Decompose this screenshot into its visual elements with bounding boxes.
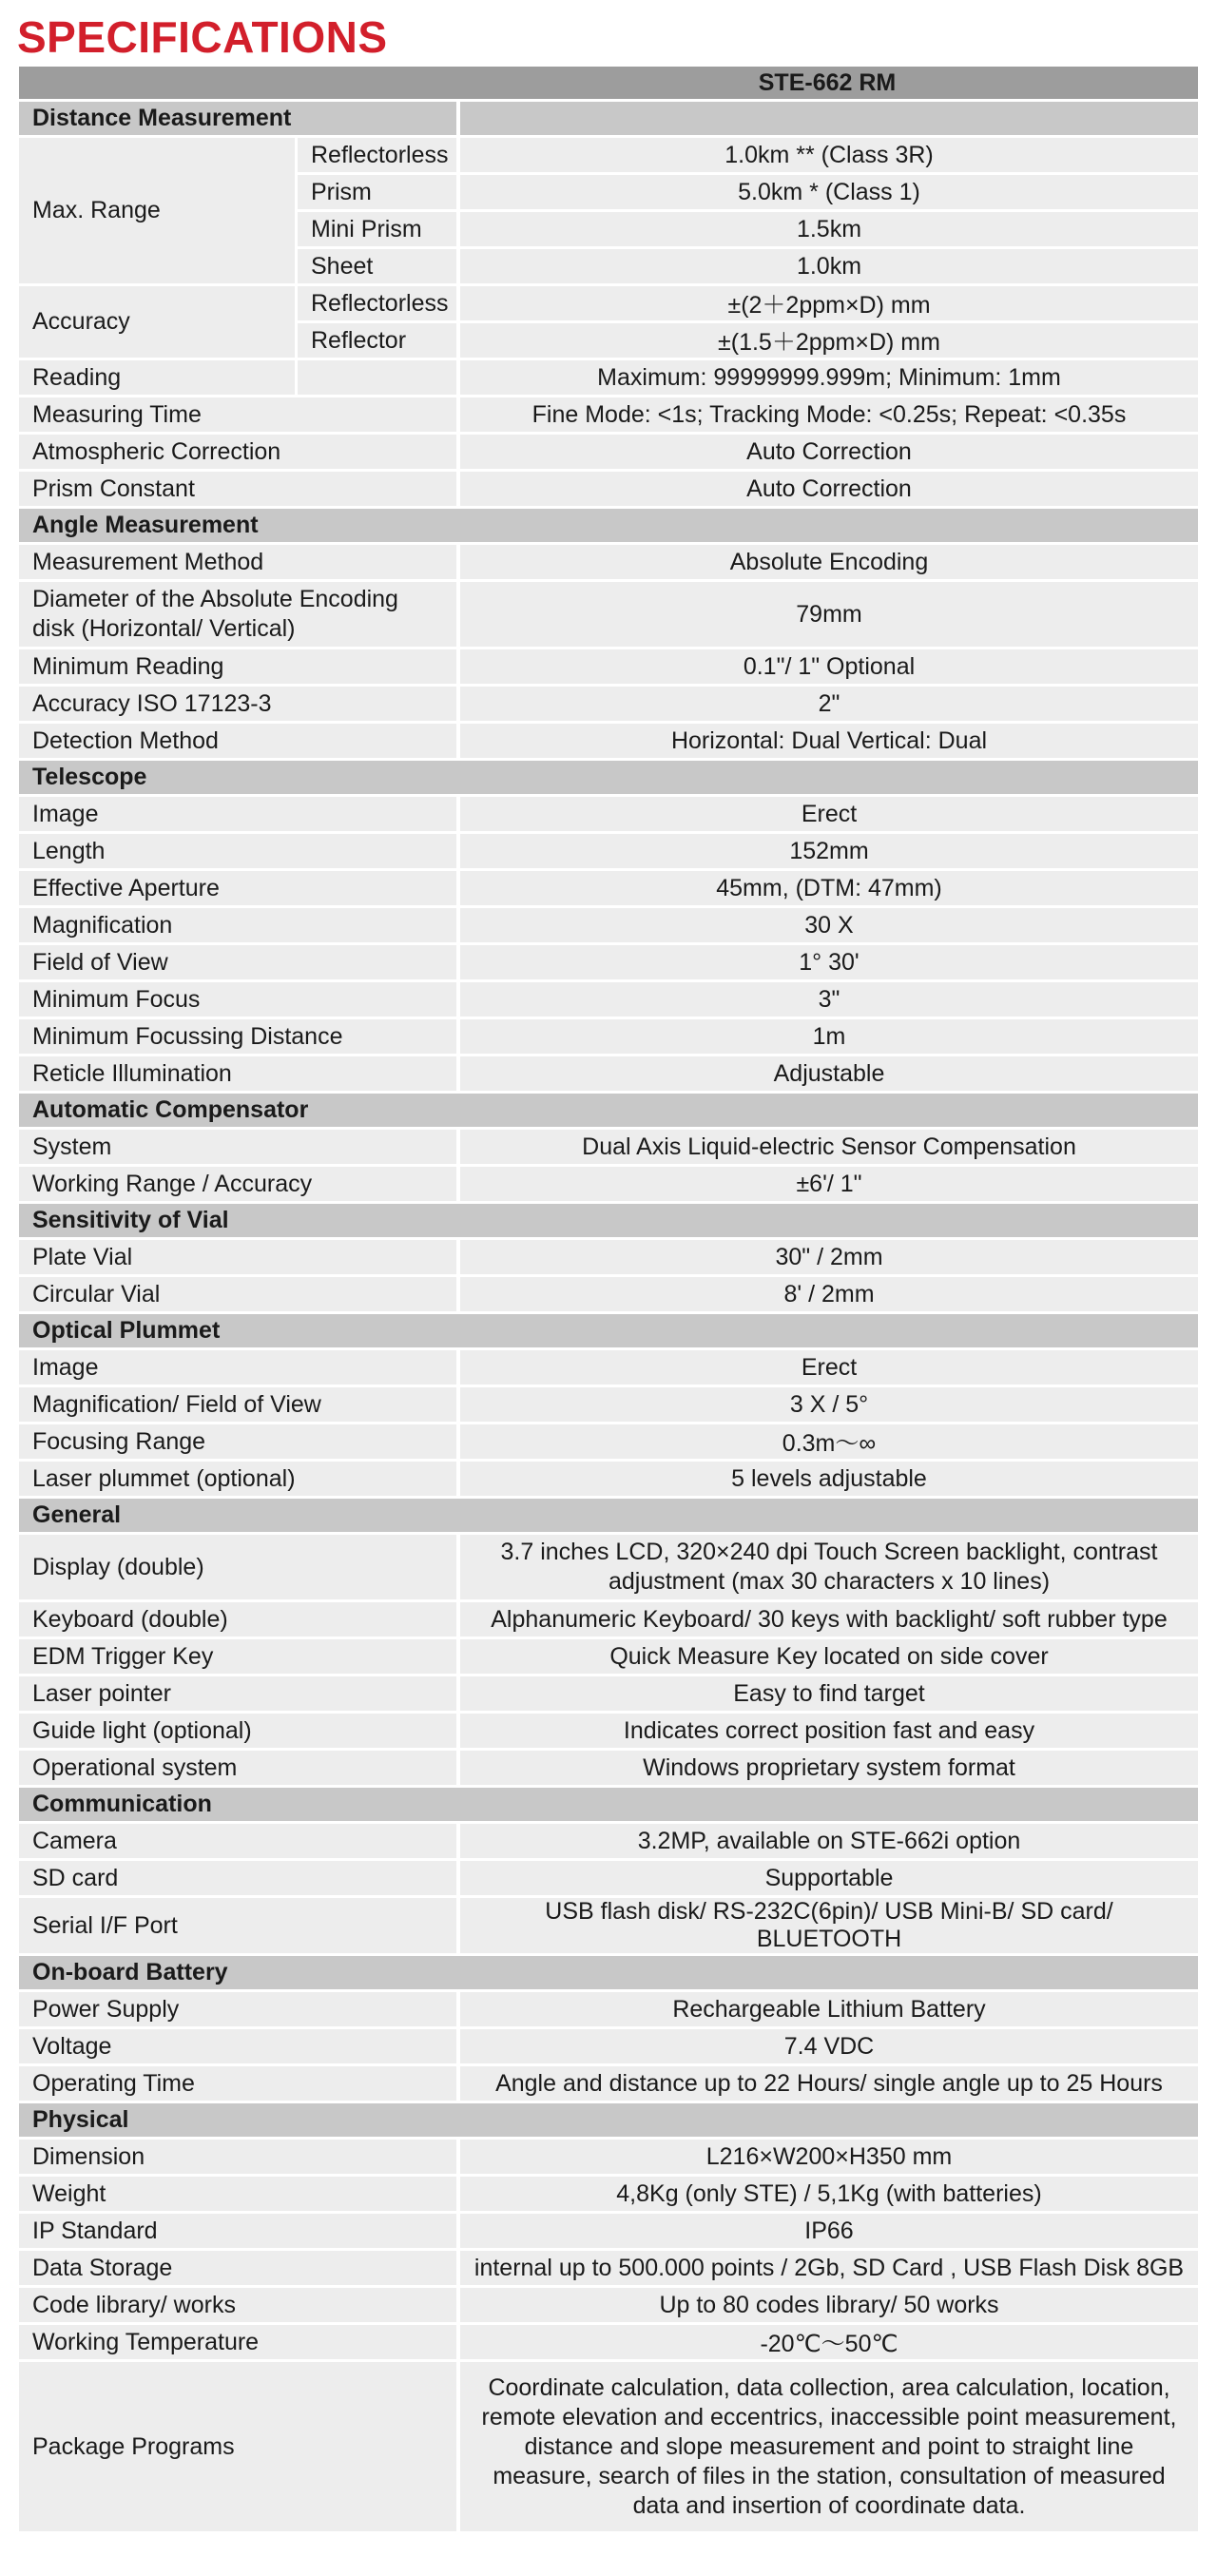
spec-value: 30 X <box>456 908 1198 945</box>
spec-value: 5 levels adjustable <box>456 1462 1198 1499</box>
spec-row <box>19 2029 1198 2066</box>
spec-row <box>19 2362 1198 2534</box>
spec-label: Guide light (optional) <box>19 1714 456 1751</box>
spec-value: Auto Correction <box>456 472 1198 509</box>
page-title: SPECIFICATIONS <box>17 12 388 62</box>
spec-value: ±(2＋2ppm×D) mm <box>456 286 1198 323</box>
spec-row <box>19 2177 1198 2214</box>
spec-row <box>19 360 1198 397</box>
section-title: Automatic Compensator <box>19 1094 1198 1130</box>
spec-row <box>19 2325 1198 2362</box>
spec-row <box>19 1992 1198 2029</box>
spec-value: Up to 80 codes library/ 50 works <box>456 2288 1198 2325</box>
section-header-compensator <box>19 1094 1198 1130</box>
spec-label: Working Range / Accuracy <box>19 1167 456 1204</box>
spec-value: 3.7 inches LCD, 320×240 dpi Touch Screen backlight, contrast adjustment (max 30 characters x 10 lines) <box>456 1535 1198 1602</box>
spec-label: Power Supply <box>19 1992 456 2029</box>
spec-label: Keyboard (double) <box>19 1602 456 1639</box>
spec-row <box>19 1639 1198 1676</box>
spec-label: EDM Trigger Key <box>19 1639 456 1676</box>
spec-label: Minimum Reading <box>19 649 456 687</box>
spec-row <box>19 472 1198 509</box>
spec-value: Rechargeable Lithium Battery <box>456 1992 1198 2029</box>
spec-label: Diameter of the Absolute Encoding disk (Horizontal/ Vertical) <box>19 582 456 649</box>
section-header-battery <box>19 1956 1198 1992</box>
spec-row <box>19 2066 1198 2103</box>
spec-value: Fine Mode: <1s; Tracking Mode: <0.25s; Repeat: <0.35s <box>456 397 1198 435</box>
spec-label: Minimum Focus <box>19 982 456 1019</box>
spec-label: Weight <box>19 2177 456 2214</box>
spec-row <box>19 1056 1198 1094</box>
spec-row <box>19 435 1198 472</box>
spec-value: Indicates correct position fast and easy <box>456 1714 1198 1751</box>
spec-value: 8' / 2mm <box>456 1277 1198 1314</box>
spec-row <box>19 1167 1198 1204</box>
spec-value: 4,8Kg (only STE) / 5,1Kg (with batteries) <box>456 2177 1198 2214</box>
model-header-blank <box>19 67 456 102</box>
spec-row <box>19 1130 1198 1167</box>
spec-value: ±6'/ 1" <box>456 1167 1198 1204</box>
spec-value: 30" / 2mm <box>456 1240 1198 1277</box>
spec-row <box>19 545 1198 582</box>
spec-value: 0.1"/ 1" Optional <box>456 649 1198 687</box>
spec-sublabel: Reflector <box>295 323 456 360</box>
spec-row <box>19 2214 1198 2251</box>
spec-label: Display (double) <box>19 1535 456 1602</box>
spec-value: 3 X / 5° <box>456 1387 1198 1424</box>
spec-value: Supportable <box>456 1861 1198 1898</box>
spec-value: ±(1.5＋2ppm×D) mm <box>456 323 1198 360</box>
spec-value: Quick Measure Key located on side cover <box>456 1639 1198 1676</box>
spec-sublabel: Reflectorless <box>295 286 456 323</box>
section-header-distance <box>19 102 1198 138</box>
spec-row <box>19 2140 1198 2177</box>
spec-label: Reading <box>19 360 295 397</box>
spec-value: 1m <box>456 1019 1198 1056</box>
spec-row <box>19 834 1198 871</box>
spec-value: 5.0km * (Class 1) <box>456 175 1198 212</box>
spec-label: Package Programs <box>19 2362 456 2534</box>
spec-label: System <box>19 1130 456 1167</box>
spec-row <box>19 1602 1198 1639</box>
spec-row <box>19 2251 1198 2288</box>
section-title: Optical Plummet <box>19 1314 1198 1350</box>
spec-row <box>19 1424 1198 1462</box>
spec-value: Absolute Encoding <box>456 545 1198 582</box>
spec-value: Dual Axis Liquid-electric Sensor Compensation <box>456 1130 1198 1167</box>
section-title: Angle Measurement <box>19 509 1198 545</box>
spec-value: 7.4 VDC <box>456 2029 1198 2066</box>
spec-value: 79mm <box>456 582 1198 649</box>
spec-row <box>19 138 1198 175</box>
spec-value: Auto Correction <box>456 435 1198 472</box>
section-title: On-board Battery <box>19 1956 1198 1992</box>
spec-row <box>19 908 1198 945</box>
spec-value: 3" <box>456 982 1198 1019</box>
spec-row <box>19 2288 1198 2325</box>
section-header-physical <box>19 2103 1198 2140</box>
spec-label: Voltage <box>19 2029 456 2066</box>
spec-value: -20℃～50℃ <box>456 2325 1198 2362</box>
spec-row <box>19 582 1198 649</box>
spec-label: Plate Vial <box>19 1240 456 1277</box>
spec-row <box>19 397 1198 435</box>
spec-value: Alphanumeric Keyboard/ 30 keys with backlight/ soft rubber type <box>456 1602 1198 1639</box>
spec-label: Dimension <box>19 2140 456 2177</box>
spec-value: 2" <box>456 687 1198 724</box>
spec-label: Operational system <box>19 1751 456 1788</box>
section-header-plummet <box>19 1314 1198 1350</box>
spec-row <box>19 687 1198 724</box>
spec-value: IP66 <box>456 2214 1198 2251</box>
spec-row <box>19 1714 1198 1751</box>
spec-label: Minimum Focussing Distance <box>19 1019 456 1056</box>
section-title: Sensitivity of Vial <box>19 1204 1198 1240</box>
section-header-angle <box>19 509 1198 545</box>
spec-value: Horizontal: Dual Vertical: Dual <box>456 724 1198 761</box>
spec-row <box>19 649 1198 687</box>
spec-row <box>19 1387 1198 1424</box>
section-title: Physical <box>19 2103 1198 2140</box>
spec-label: Prism Constant <box>19 472 456 509</box>
spec-label: Accuracy ISO 17123-3 <box>19 687 456 724</box>
spec-row <box>19 1277 1198 1314</box>
spec-row <box>19 982 1198 1019</box>
section-title: Telescope <box>19 761 1198 797</box>
spec-row <box>19 1898 1198 1956</box>
spec-value: Erect <box>456 1350 1198 1387</box>
spec-row <box>19 1861 1198 1898</box>
spec-row <box>19 1535 1198 1602</box>
spec-value: 1° 30' <box>456 945 1198 982</box>
spec-value: 152mm <box>456 834 1198 871</box>
spec-value: Maximum: 99999999.999m; Minimum: 1mm <box>456 360 1198 397</box>
spec-sublabel: Prism <box>295 175 456 212</box>
section-header-communication <box>19 1788 1198 1824</box>
spec-label: Length <box>19 834 456 871</box>
spec-row <box>19 724 1198 761</box>
spec-value: Easy to find target <box>456 1676 1198 1714</box>
spec-label: Working Temperature <box>19 2325 456 2362</box>
spec-value: 0.3m～∞ <box>456 1424 1198 1462</box>
spec-row <box>19 1240 1198 1277</box>
spec-label: Focusing Range <box>19 1424 456 1462</box>
spec-value: 3.2MP, available on STE-662i option <box>456 1824 1198 1861</box>
spec-value: Coordinate calculation, data collection, area calculation, location, remote elevation and eccentrics, inaccessible point measurement, distance and slope measurement and point to straight line measure, search of files in the station, consultation of measured data and insertion of coordinate data. <box>456 2362 1198 2534</box>
spec-value: Angle and distance up to 22 Hours/ single angle up to 25 Hours <box>456 2066 1198 2103</box>
spec-label: Magnification/ Field of View <box>19 1387 456 1424</box>
spec-label: Accuracy <box>19 286 295 360</box>
spec-label: Max. Range <box>19 138 295 286</box>
spec-row <box>19 797 1198 834</box>
spec-label: Data Storage <box>19 2251 456 2288</box>
section-header-telescope <box>19 761 1198 797</box>
spec-row <box>19 945 1198 982</box>
spec-label: Measurement Method <box>19 545 456 582</box>
model-header-row <box>19 67 1198 102</box>
spec-row <box>19 871 1198 908</box>
spec-value: Adjustable <box>456 1056 1198 1094</box>
spec-row <box>19 1350 1198 1387</box>
spec-label: Atmospheric Correction <box>19 435 456 472</box>
section-title: Communication <box>19 1788 1198 1824</box>
spec-value: internal up to 500.000 points / 2Gb, SD Card , USB Flash Disk 8GB <box>456 2251 1198 2288</box>
spec-label: Effective Aperture <box>19 871 456 908</box>
section-title: Distance Measurement <box>19 102 456 138</box>
spec-label: Image <box>19 1350 456 1387</box>
spec-label: Code library/ works <box>19 2288 456 2325</box>
spec-value: 1.0km ** (Class 3R) <box>456 138 1198 175</box>
spec-label: Magnification <box>19 908 456 945</box>
section-title: General <box>19 1499 1198 1535</box>
spec-label: Reticle Illumination <box>19 1056 456 1094</box>
spec-label: Measuring Time <box>19 397 456 435</box>
section-header-vial <box>19 1204 1198 1240</box>
spec-label: IP Standard <box>19 2214 456 2251</box>
spec-sublabel: Sheet <box>295 249 456 286</box>
specifications-table <box>19 67 1198 2534</box>
spec-label: SD card <box>19 1861 456 1898</box>
spec-label: Field of View <box>19 945 456 982</box>
spec-label: Laser pointer <box>19 1676 456 1714</box>
spec-sublabel: Mini Prism <box>295 212 456 249</box>
section-header-general <box>19 1499 1198 1535</box>
spec-label: Camera <box>19 1824 456 1861</box>
spec-label: Laser plummet (optional) <box>19 1462 456 1499</box>
spec-value: L216×W200×H350 mm <box>456 2140 1198 2177</box>
spec-label: Serial I/F Port <box>19 1898 456 1956</box>
spec-value: 1.0km <box>456 249 1198 286</box>
spec-value: Windows proprietary system format <box>456 1751 1198 1788</box>
model-name: STE-662 RM <box>456 67 1198 102</box>
spec-row <box>19 1824 1198 1861</box>
spec-value: 45mm, (DTM: 47mm) <box>456 871 1198 908</box>
spec-row <box>19 1462 1198 1499</box>
spec-row <box>19 1019 1198 1056</box>
spec-label: Circular Vial <box>19 1277 456 1314</box>
spec-label: Detection Method <box>19 724 456 761</box>
spec-value: Erect <box>456 797 1198 834</box>
spec-row <box>19 1676 1198 1714</box>
spec-row <box>19 1751 1198 1788</box>
spec-sublabel: Reflectorless <box>295 138 456 175</box>
spec-label: Operating Time <box>19 2066 456 2103</box>
spec-row <box>19 286 1198 323</box>
spec-value: USB flash disk/ RS-232C(6pin)/ USB Mini-B/ SD card/ BLUETOOTH <box>456 1898 1198 1956</box>
spec-value: 1.5km <box>456 212 1198 249</box>
spec-label: Image <box>19 797 456 834</box>
